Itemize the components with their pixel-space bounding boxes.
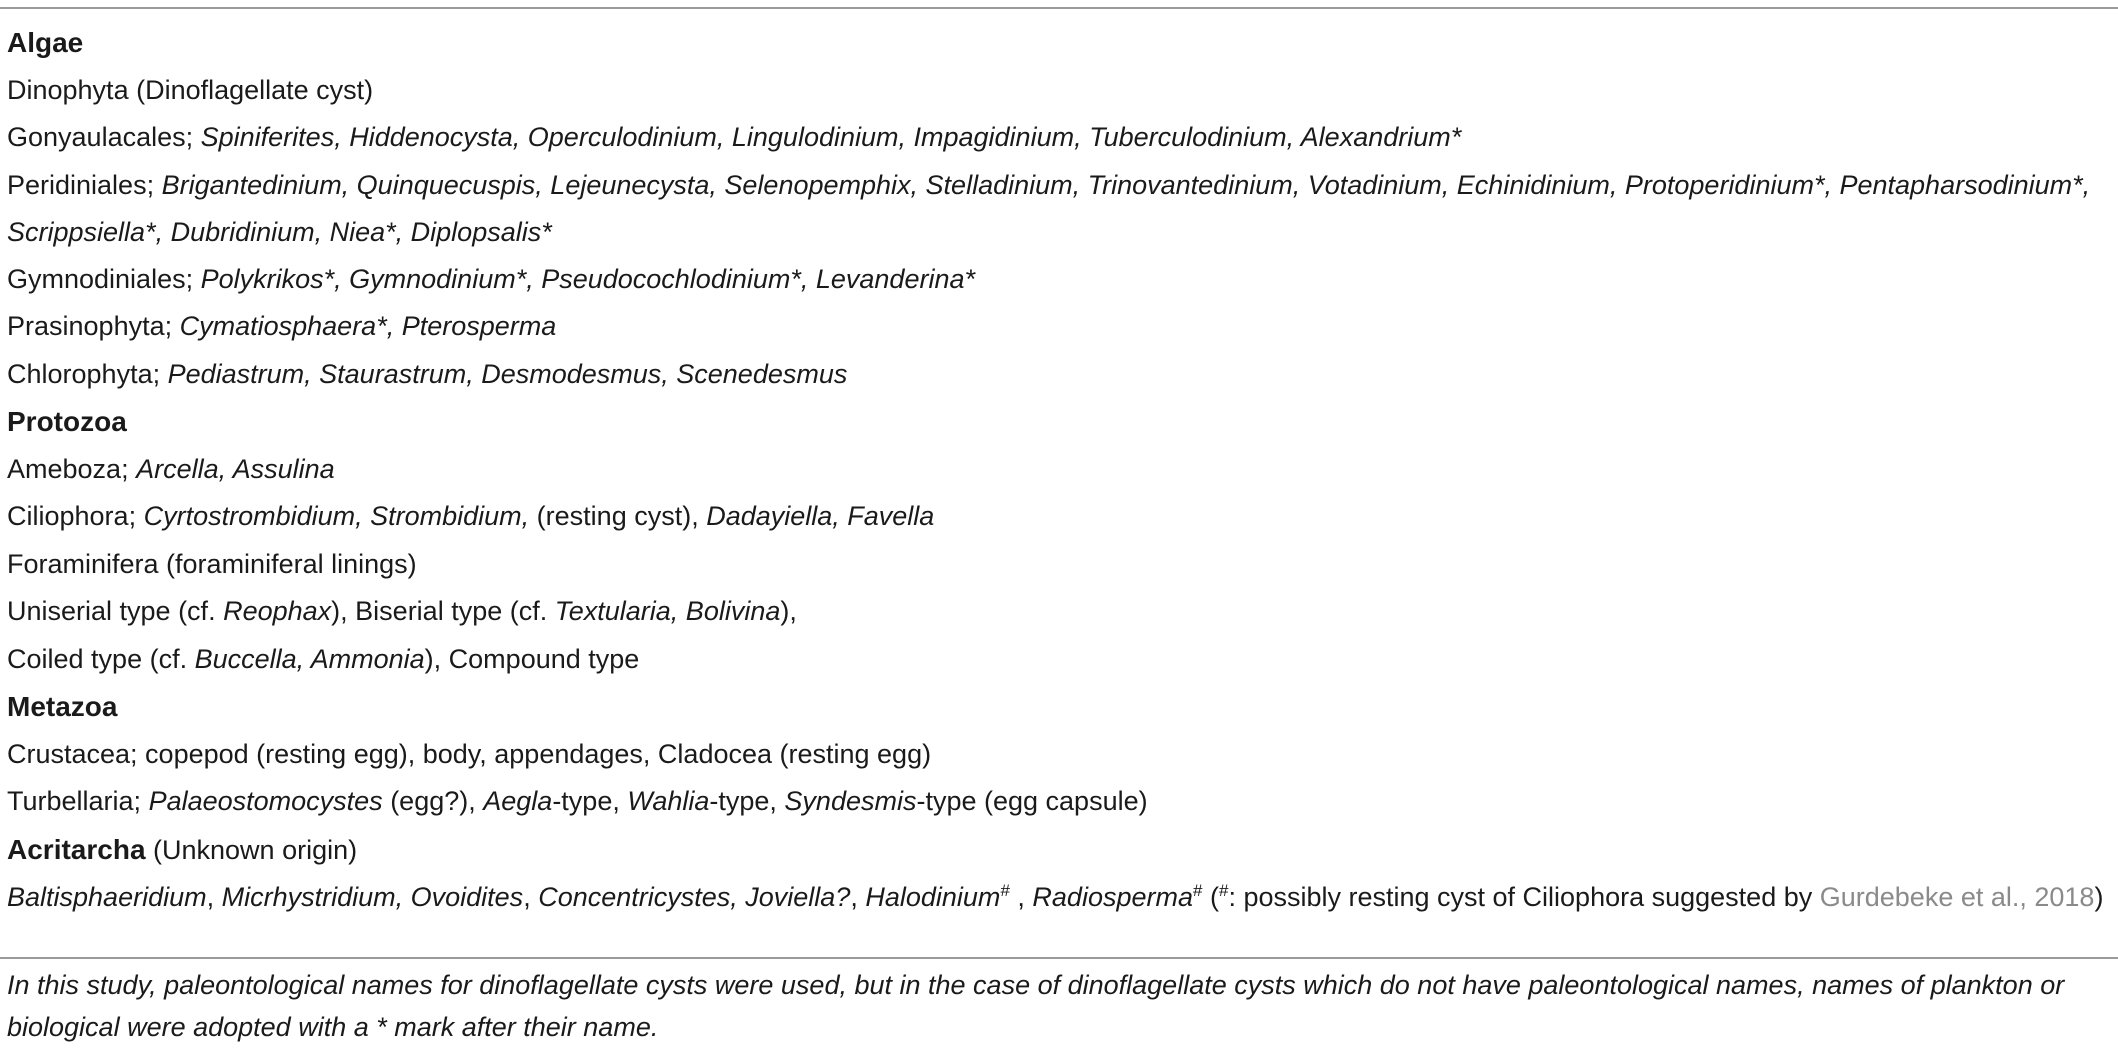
group-heading-acritarcha: Acritarcha (Unknown origin) <box>7 833 358 865</box>
group-heading-metazoa: Metazoa <box>7 691 118 722</box>
row-gonyaulacales: Gonyaulacales; Spiniferites, Hiddenocysta, Operculodinium, Lingulodinium, Impagidinium, Tuberculodinium, Alexandrium* <box>7 122 1462 152</box>
row-gymnodiniales: Gymnodiniales; Polykrikos*, Gymnodinium*, Pseudocochlodinium*, Levanderina* <box>7 263 975 294</box>
row-ameboza: Ameboza; Arcella, Assulina <box>7 453 335 484</box>
row-chlorophyta: Chlorophyta; Pediastrum, Staurastrum, Desmodesmus, Scenedesmus <box>7 358 848 389</box>
row-prasinophyta: Prasinophyta; Cymatiosphaera*, Pterosperma <box>7 311 557 341</box>
group-heading-protozoa: Protozoa <box>7 406 127 437</box>
table-body <box>7 19 2107 921</box>
row-coiled-compound: Coiled type (cf. Buccella, Ammonia), Compound type <box>7 643 640 674</box>
table-bottom-rule <box>0 957 2118 959</box>
row-peridiniales: Peridiniales; Brigantedinium, Quinquecuspis, Lejeunecysta, Selenopemphix, Stelladinium, Trinovantedinium, Votadinium, Echinidinium, Protoperidinium*, Pentapharsodinium*, Scrippsiella*, Dubridinium, Niea*, Diplopsalis* <box>7 169 2091 247</box>
row-turbellaria: Turbellaria; Palaeostomocystes (egg?), Aegla-type, Wahlia-type, Syndesmis-type (egg capsule) <box>7 786 1148 816</box>
row-crustacea: Crustacea; copepod (resting egg), body, appendages, Cladocea (resting egg) <box>7 738 932 769</box>
row-foraminifera: Foraminifera (foraminiferal linings) <box>7 548 417 579</box>
group-heading-algae: Algae <box>7 27 84 58</box>
table-top-rule <box>0 7 2118 9</box>
citation-link[interactable]: Gurdebeke et al., 2018 <box>1819 882 2095 912</box>
row-uniserial-biserial: Uniserial type (cf. Reophax), Biserial type (cf. Textularia, Bolivina), <box>7 596 797 626</box>
row-acritarcha-taxa: Baltisphaeridium, Micrhystridium, Ovoidites, Concentricystes, Joviella?, Halodinium# , Radiosperma# (#: possibly resting cyst of Ciliophora suggested by Gurdebeke et al., 2018) <box>7 881 2104 912</box>
row-dinophyta: Dinophyta (Dinoflagellate cyst) <box>7 74 374 105</box>
row-ciliophora: Ciliophora; Cyrtostrombidium, Strombidium, (resting cyst), Dadayiella, Favella <box>7 501 935 531</box>
table-footnote: In this study, paleontological names for dinoflagellate cysts were used, but in the case of dinoflagellate cysts which do not have paleontological names, names of plankton or biological were adopted with a * mark after their name. <box>7 970 2065 1042</box>
